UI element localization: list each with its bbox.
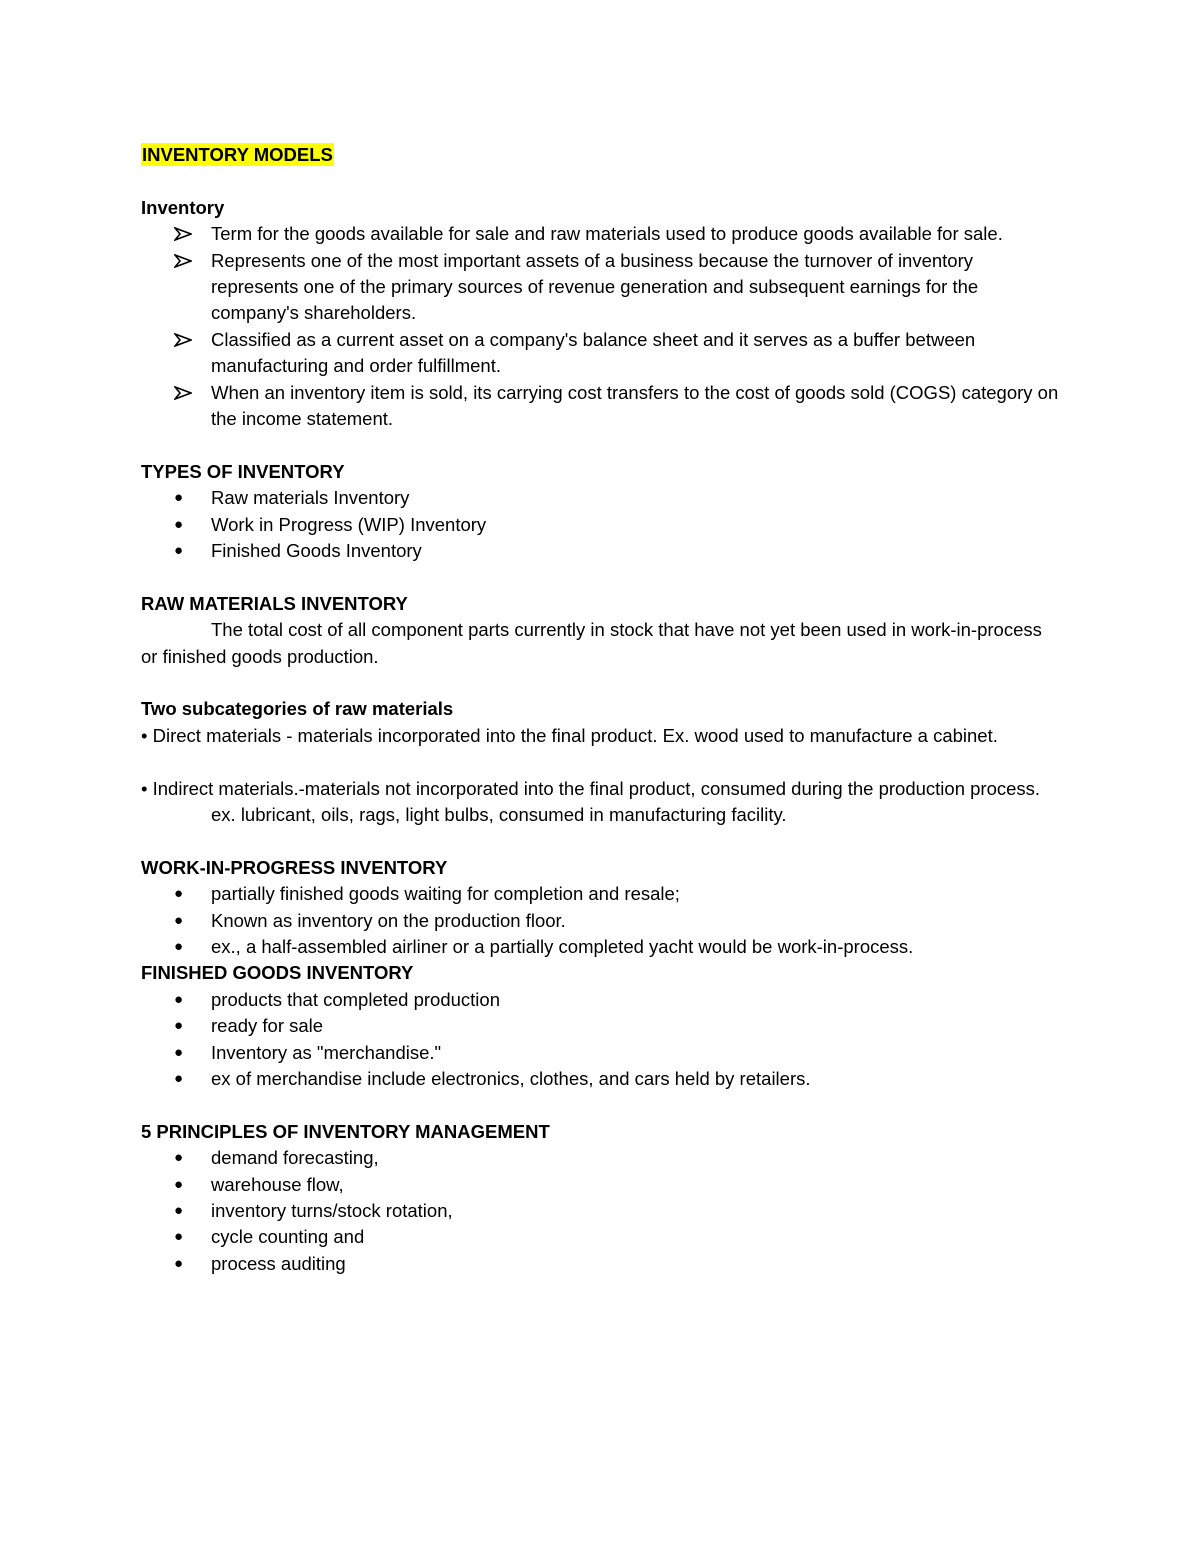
list-item (141, 1040, 1060, 1066)
list-item-text: warehouse flow, (211, 1173, 344, 1195)
list-item-text: Known as inventory on the production floor. (211, 909, 566, 931)
list-item (141, 881, 1060, 907)
spacer (141, 749, 1060, 775)
list-item-text: Represents one of the most important assets of a business because the turnover of inventory represents one of the primary sources of revenue generation and subsequent earnings for the company's shareholders. (211, 249, 979, 324)
bullet-icon: ● (174, 1175, 184, 1193)
bullet-icon: ● (174, 515, 184, 533)
types-heading: TYPES OF INVENTORY (141, 460, 345, 482)
bullet-icon: ● (174, 1043, 184, 1061)
list-item-text: Raw materials Inventory (211, 487, 410, 509)
list-item-text: partially finished goods waiting for completion and resale; (211, 883, 680, 905)
list-item-text: Term for the goods available for sale and raw materials used to produce goods available for sale. (211, 223, 1003, 245)
bullet-icon: ● (174, 938, 184, 955)
spacer (141, 432, 1060, 458)
wip-heading: WORK-IN-PROGRESS INVENTORY (141, 856, 448, 878)
title-line (141, 142, 1060, 168)
spacer (141, 1092, 1060, 1118)
list-item (141, 512, 1060, 538)
finished-goods-list (141, 987, 1060, 1093)
indirect-materials-example: ex. lubricant, oils, rags, light bulbs, consumed in manufacturing facility. (211, 804, 787, 825)
list-item (141, 221, 1060, 247)
list-item (141, 485, 1060, 511)
list-item-text: Work in Progress (WIP) Inventory (211, 513, 487, 535)
list-item-text: Classified as a current asset on a company's balance sheet and it serves as a buffer between manufacturing and order fulfillment. (211, 328, 976, 377)
list-item (141, 1172, 1060, 1198)
bullet-icon: ● (174, 1202, 184, 1220)
list-item-text: ex., a half-assembled airliner or a partially completed yacht would be work-in-process. (211, 936, 914, 957)
spacer (141, 828, 1060, 854)
types-list (141, 485, 1060, 564)
arrow-bullet-icon (174, 380, 196, 400)
bullet-icon: ● (174, 1254, 184, 1272)
list-item (141, 538, 1060, 564)
bullet-icon: ● (174, 1070, 184, 1088)
inventory-heading: Inventory (141, 196, 225, 218)
list-item-text: products that completed production (211, 988, 500, 1010)
finished-goods-heading: FINISHED GOODS INVENTORY (141, 962, 414, 984)
document-title: INVENTORY MODELS (142, 144, 333, 165)
list-item (141, 248, 1060, 327)
list-item (141, 987, 1060, 1013)
bullet-icon: ● (174, 885, 184, 903)
subcategories-heading: Two subcategories of raw materials (141, 698, 454, 720)
list-item (141, 327, 1060, 380)
list-item-text: Inventory as "merchandise." (211, 1041, 442, 1063)
list-item-text: ex of merchandise include electronics, clothes, and cars held by retailers. (211, 1068, 811, 1090)
principles-heading: 5 PRINCIPLES OF INVENTORY MANAGEMENT (141, 1120, 550, 1142)
arrow-bullet-icon (174, 248, 196, 268)
indirect-materials-text: • Indirect materials.-materials not incorporated into the final product, consumed during the production process. (141, 777, 1041, 799)
bullet-icon: ● (174, 489, 184, 507)
raw-materials-heading: RAW MATERIALS INVENTORY (141, 592, 408, 614)
list-item-text: ready for sale (211, 1015, 324, 1037)
list-item-text: inventory turns/stock rotation, (211, 1200, 453, 1222)
list-item (141, 380, 1060, 433)
list-item (141, 934, 1060, 960)
arrow-bullet-icon (174, 221, 196, 241)
list-item (141, 1145, 1060, 1171)
list-item-text: process auditing (211, 1252, 346, 1274)
list-item (141, 908, 1060, 934)
arrow-bullet-icon (174, 327, 196, 347)
list-item-text: When an inventory item is sold, its carrying cost transfers to the cost of goods sold (COGS) category on the income statement. (211, 381, 1059, 430)
list-item (141, 1198, 1060, 1224)
direct-materials-text: • Direct materials - materials incorporated into the final product. Ex. wood used to manufacture a cabinet. (141, 724, 998, 746)
list-item (141, 1224, 1060, 1250)
inventory-list (141, 221, 1060, 432)
bullet-icon: ● (174, 1017, 184, 1035)
spacer (141, 670, 1060, 696)
spacer (141, 564, 1060, 590)
list-item-text: Finished Goods Inventory (211, 540, 422, 562)
list-item-text: cycle counting and (211, 1226, 365, 1248)
bullet-icon: ● (174, 990, 184, 1008)
list-item-text: demand forecasting, (211, 1147, 379, 1169)
bullet-icon: ● (174, 1149, 184, 1167)
wip-list (141, 881, 1060, 960)
spacer (141, 168, 1060, 194)
bullet-icon: ● (174, 911, 184, 929)
raw-materials-text: The total cost of all component parts currently in stock that have not yet been used in work-in-process or finished goods production. (141, 619, 1042, 667)
bullet-icon: ● (174, 1228, 184, 1246)
list-item (141, 1066, 1060, 1092)
list-item (141, 1251, 1060, 1277)
list-item (141, 1013, 1060, 1039)
principles-list (141, 1145, 1060, 1277)
bullet-icon: ● (174, 542, 184, 560)
